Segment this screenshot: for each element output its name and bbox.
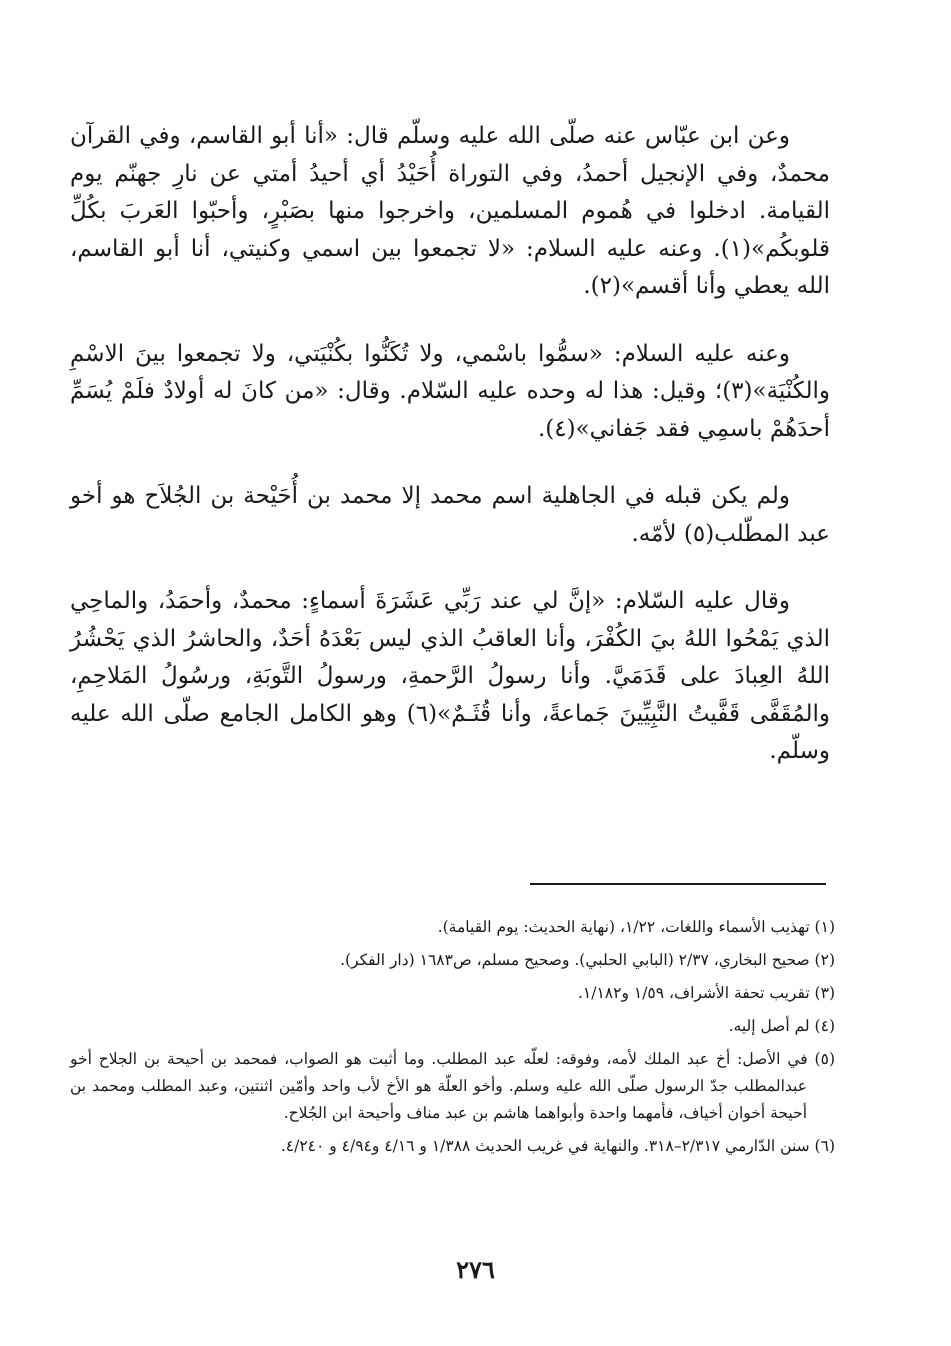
- footnote-5: (٥) في الأصل: أخ عبد الملك لأمه، وفوقه: لعلّه عبد المطلب. وما أثبت هو الصواب، فمحمد بن أحيحة بن الجلاح أخو عبدالمطلب جدّ الرسول صلّى الله عليه وسلم. وأخو العلّة هو الأخ لأب واحد وأمّين اثنتين، وعبد المطلب ومحمد بن أحيحة أخوان أخياف، فأمهما واحدة وأبواهما هاشم بن عبد مناف وأحيحة ابن الجُلاح.: [70, 1050, 835, 1122]
- paragraph-3: ولم يكن قبله في الجاهلية اسم محمد إلا محمد بن أُحَيْحة بن الجُلاَح هو أخو عبد المطّلب(٥) لأمّه.: [70, 483, 830, 547]
- footnote-4: (٤) لم أصل إليه.: [728, 1017, 835, 1035]
- footnote-3: (٣) تقريب تحفة الأشراف، ١/٥٩ و١/١٨٢.: [577, 984, 835, 1002]
- main-text: [70, 118, 830, 771]
- paragraph-1: وعن ابن عبّاس عنه صلّى الله عليه وسلّم قال: «أنا أبو القاسم، وفي القرآن محمدٌ، وفي الإنجيل أحمدُ، وفي التوراة أُحَيْدُ أي أحيدُ أمتي عن نارِ جهنّم يوم القيامة. ادخلوا في هُموم المسلمين، واخرجوا منها بصَبْرٍ، وأحبّوا العَربَ بكُلِّ قلوبكُم»(١). وعنه عليه السلام: «لا تجمعوا بين اسمي وكنيتي، أنا أبو القاسم، الله يعطي وأنا أقسم»(٢).: [70, 123, 830, 299]
- footnotes: [70, 914, 835, 1166]
- footnote-1: (١) تهذيب الأسماء واللغات، ١/٢٢، (نهاية الحديث: يوم القيامة).: [437, 918, 835, 936]
- footnote-separator: [530, 883, 826, 885]
- footnote-6: (٦) سنن الدّارمي ٢/٣١٧–٣١٨. والنهاية في غريب الحديث ١/٣٨٨ و ٤/١٦ و٤/٩٤ و ٤/٢٤٠.: [280, 1137, 835, 1155]
- paragraph-4: وقال عليه السّلام: «إنَّ لي عند رَبِّي عَشَرَةَ أسماءٍ: محمدٌ، وأحمَدُ، والماحِي الذي يَمْحُوا اللهُ بيَ الكُفْرَ، وأنا العاقبُ الذي ليس بَعْدَهُ أحَدٌ، والحاشرُ الذي يَحْشُرُ اللهُ العِبادَ على قَدَمَيَّ. وأنا رسولُ الرَّحمةِ، ورسولُ التَّوبَةِ، ورسُولُ المَلاحِمِ، والمُقَفَّى قَفَّيتُ النَّبِيِّينَ جَماعةً، وأنا قُثَـمٌ»(٦) وهو الكامل الجامع صلّى الله عليه وسلّم.: [70, 588, 830, 764]
- footnote-2: (٢) صحيح البخاري، ٢/٣٧ (البابي الحلبي). وصحيح مسلم، ص١٦٨٣ (دار الفكر).: [340, 951, 835, 969]
- page-number: ٢٧٦: [456, 1255, 495, 1284]
- paragraph-2: وعنه عليه السلام: «سمُّوا باسْمي، ولا تُكَنُّوا بكُنْيَتي، ولا تجمعوا بينَ الاسْمِ والكُنْيَة»(٣)؛ وقيل: هذا له وحده عليه السّلام. وقال: «من كانَ له أولادٌ فلَمْ يُسَمِّ أحدَهُمْ باسمِي فقد جَفاني»(٤).: [70, 340, 830, 442]
